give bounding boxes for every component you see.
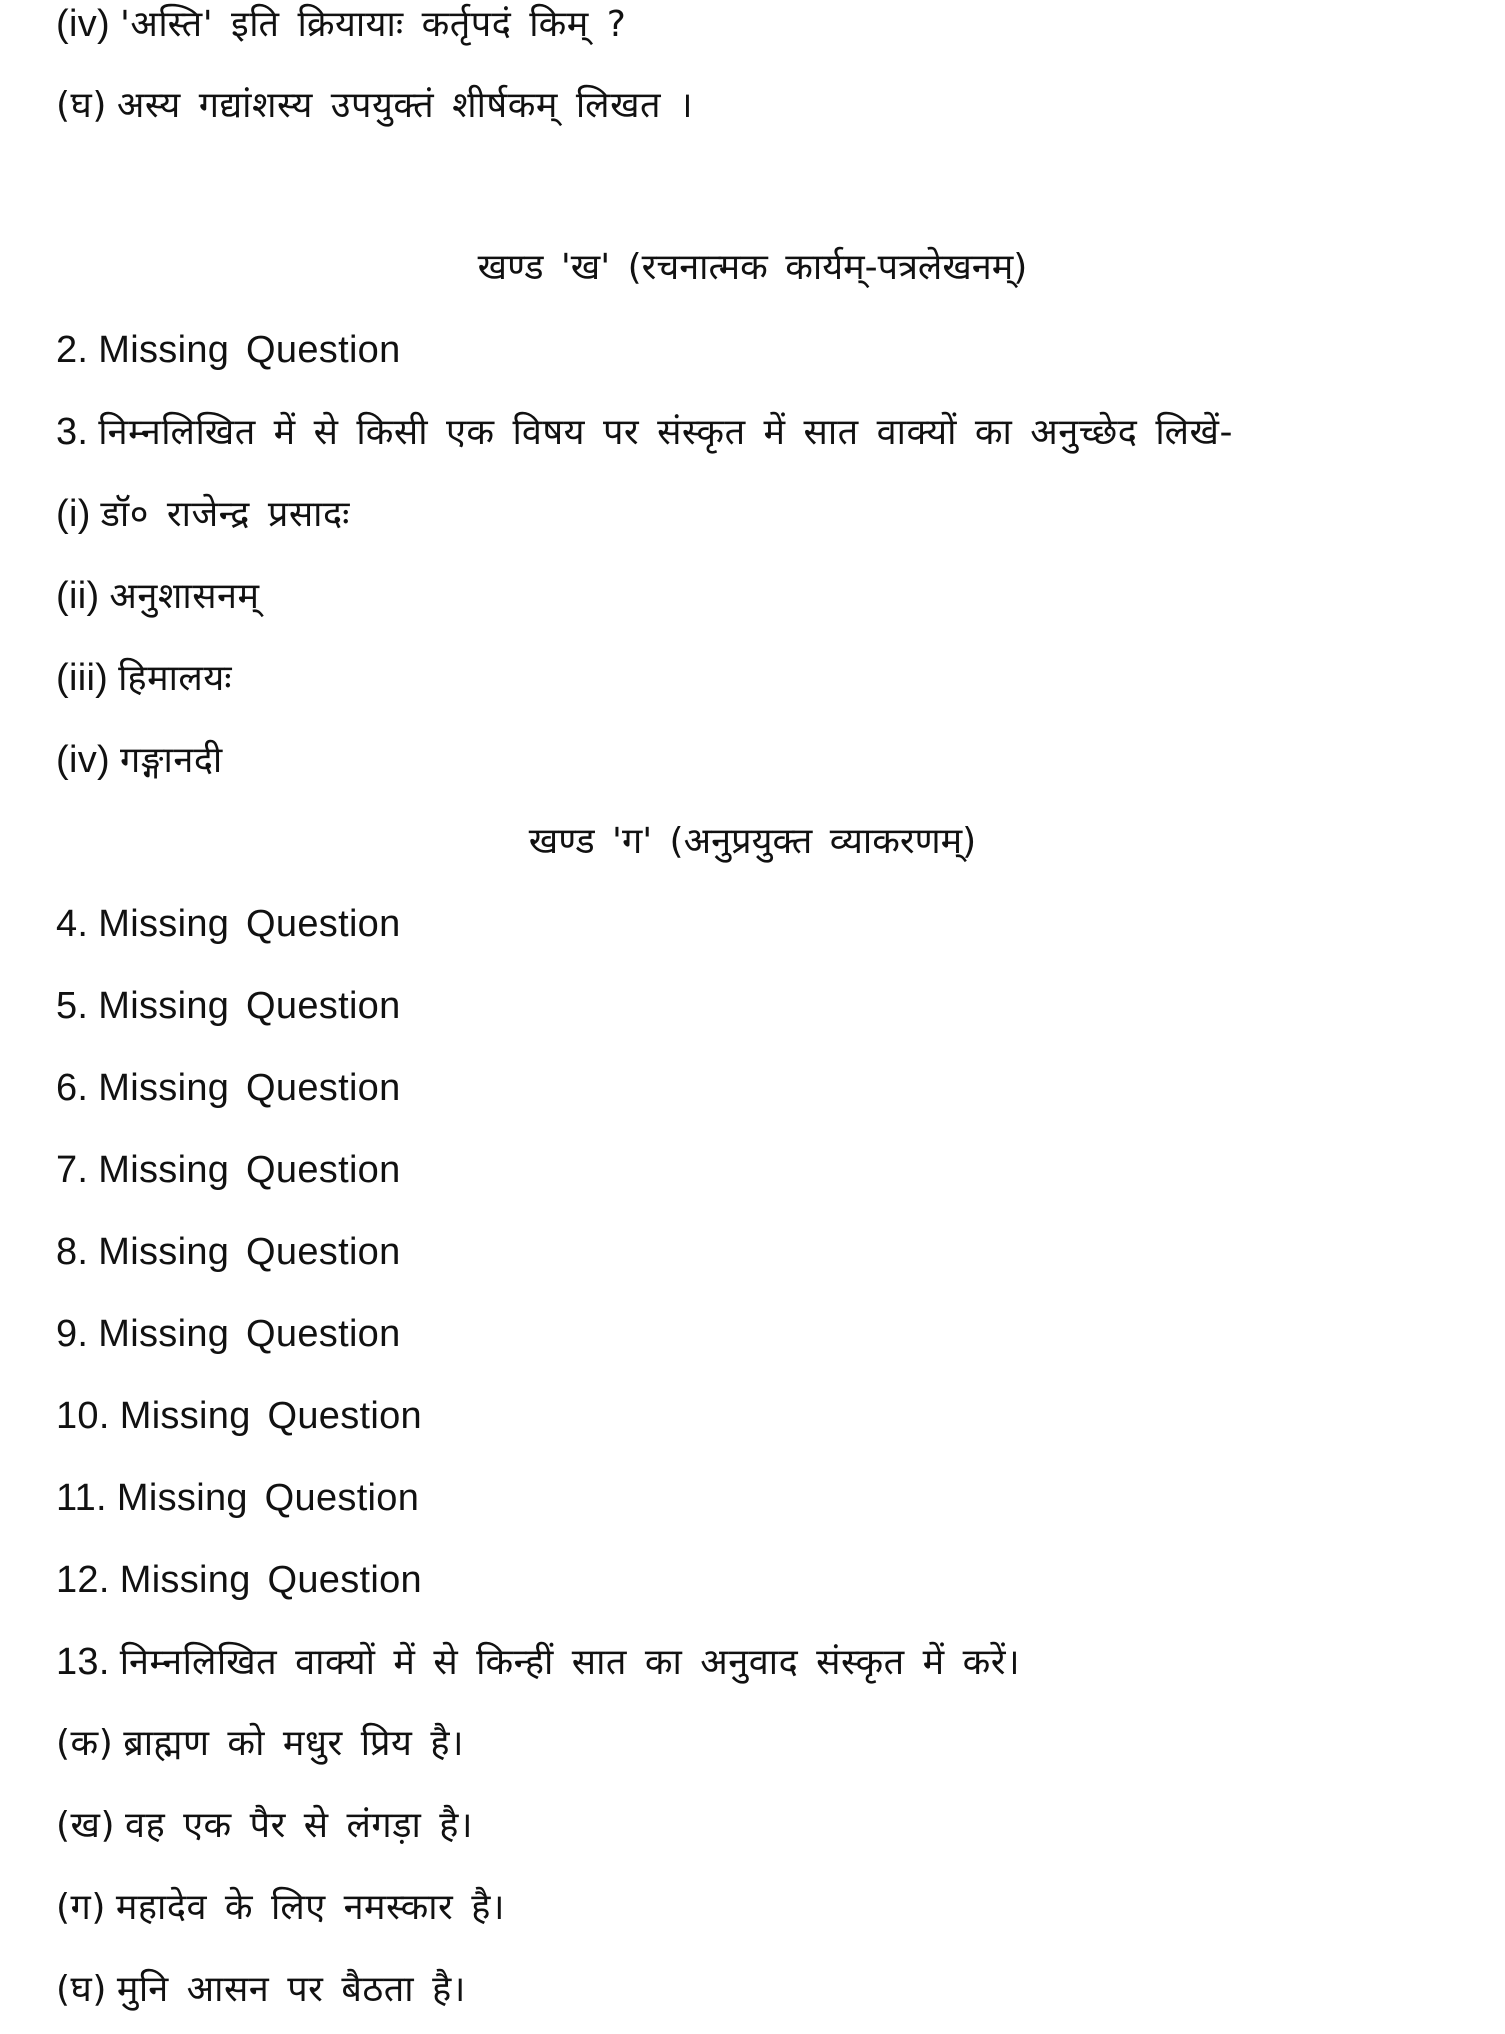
option-text: डॉ० राजेन्द्र प्रसादः	[100, 494, 350, 535]
question-7	[56, 1146, 401, 1194]
option-text: अनुशासनम्	[109, 576, 260, 617]
question-4	[56, 900, 401, 948]
question-number: 13.	[56, 1641, 110, 1683]
option-ii	[56, 572, 260, 621]
question-number: 9.	[56, 1313, 89, 1355]
question-text: Missing Question	[98, 329, 401, 371]
question-number: 5.	[56, 985, 89, 1027]
option-i	[56, 490, 350, 539]
option-iii	[56, 654, 232, 703]
question-text: 'अस्ति' इति क्रियायाः कर्तृपदं किम् ?	[119, 4, 627, 45]
question-number: 7.	[56, 1149, 89, 1191]
sentence-label: (ख)	[56, 1805, 116, 1846]
section-heading-ga: खण्ड 'ग' (अनुप्रयुक्त व्याकरणम्)	[528, 821, 977, 862]
option-label: (iv)	[56, 739, 110, 781]
question-2	[56, 326, 401, 374]
question-text: Missing Question	[98, 1313, 401, 1355]
question-12	[56, 1556, 422, 1604]
option-text: हिमालयः	[118, 658, 232, 699]
question-11	[56, 1474, 419, 1522]
sentence-ka	[56, 1720, 464, 1768]
sentence-kha	[56, 1802, 473, 1850]
question-number: 3.	[56, 411, 89, 453]
question-text: Missing Question	[98, 985, 401, 1027]
option-label: (ii)	[56, 575, 100, 617]
question-5	[56, 982, 401, 1030]
sentence-text: ब्राह्मण को मधुर प्रिय है।	[123, 1723, 465, 1764]
sentence-text: महादेव के लिए नमस्कार है।	[115, 1887, 505, 1928]
sentence-text: वह एक पैर से लंगड़ा है।	[125, 1805, 473, 1846]
question-text: Missing Question	[98, 1149, 401, 1191]
question-text: Missing Question	[116, 1477, 420, 1519]
question-6	[56, 1064, 401, 1112]
sentence-label: (क)	[56, 1723, 114, 1764]
question-text: Missing Question	[119, 1395, 422, 1437]
option-iv	[56, 736, 223, 785]
question-8	[56, 1228, 401, 1276]
question-number: 10.	[56, 1395, 110, 1437]
question-number: 8.	[56, 1231, 89, 1273]
sentence-ga	[56, 1884, 505, 1932]
option-label: (i)	[56, 493, 91, 535]
question-text: अस्य गद्यांशस्य उपयुक्तं शीर्षकम् लिखत ।	[116, 85, 694, 126]
option-text: गङ्गानदी	[119, 740, 223, 781]
question-10	[56, 1392, 422, 1440]
question-text: Missing Question	[98, 903, 401, 945]
sentence-text: मुनि आसन पर बैठता है।	[116, 1969, 466, 2010]
question-3	[56, 408, 1233, 457]
question-9	[56, 1310, 401, 1358]
question-number: 12.	[56, 1559, 110, 1601]
section-heading-kha: खण्ड 'ख' (रचनात्मक कार्यम्-पत्रलेखनम्)	[477, 247, 1028, 288]
sentence-label: (घ)	[56, 1969, 107, 2010]
question-text: निम्नलिखित में से किसी एक विषय पर संस्कृत में सात वाक्यों का अनुच्छेद लिखें-	[98, 412, 1233, 453]
question-label: (घ)	[56, 85, 107, 126]
question-text: Missing Question	[98, 1231, 401, 1273]
question-gha	[56, 82, 693, 130]
question-13	[56, 1638, 1020, 1687]
question-number: 2.	[56, 329, 89, 371]
sentence-label: (ग)	[56, 1887, 106, 1928]
question-text: Missing Question	[119, 1559, 422, 1601]
question-text: Missing Question	[98, 1067, 401, 1109]
question-number: 4.	[56, 903, 89, 945]
question-text: निम्नलिखित वाक्यों में से किन्हीं सात का अनुवाद संस्कृत में करें।	[119, 1642, 1021, 1683]
question-iv	[56, 0, 626, 49]
question-number: 11.	[56, 1477, 107, 1519]
question-number: 6.	[56, 1067, 89, 1109]
question-label: (iv)	[56, 3, 110, 45]
option-label: (iii)	[56, 657, 109, 699]
sentence-gha	[56, 1966, 466, 2014]
